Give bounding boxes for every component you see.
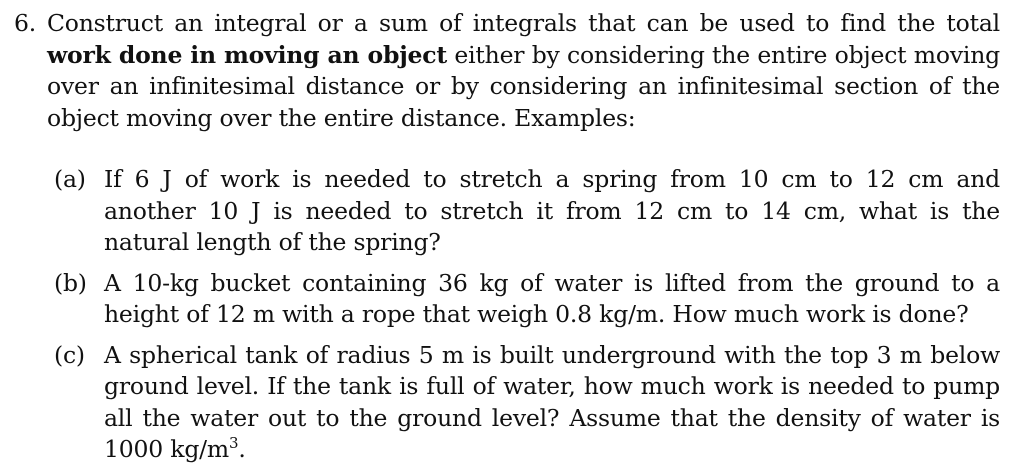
examples-list — [54, 164, 1000, 466]
example-b-text: A 10-kg bucket containing 36 kg of water is lifted from the ground to a height of 12 m with a rope that weigh 0.8 kg/m. How much work is done? — [104, 268, 1000, 328]
cubic-superscript: 3 — [228, 434, 239, 453]
problem-number: 6. — [14, 9, 37, 37]
problem-text — [47, 8, 1000, 134]
example-c-label: (c) — [54, 340, 85, 369]
problem-6 — [14, 8, 1000, 475]
example-c — [54, 340, 1000, 466]
example-a-label: (a) — [54, 165, 86, 193]
example-a-text: If 6 J of work is needed to stretch a spring from 10 cm to 12 cm and another 10 J is needed to stretch it from 12 cm to 14 cm, what is the natural length of the spring? — [104, 165, 1000, 256]
example-b — [54, 268, 1000, 331]
example-b-label: (b) — [54, 268, 87, 297]
example-c-suffix: . — [238, 435, 246, 463]
example-a — [54, 164, 1000, 259]
intro-after: either by considering the entire object moving over an infinitesimal distance or by considering an infinitesimal section of the object moving over the entire distance. Examples: — [47, 40, 1000, 132]
work-emphasis: work done in moving an object — [47, 40, 448, 69]
problem-statement — [14, 8, 1000, 134]
example-c-text: A spherical tank of radius 5 m is built underground with the top 3 m below ground level. If the tank is full of water, how much work is needed to pump all the water out to the ground level? Assume that the density of water is 1000 kg/m — [104, 340, 1000, 463]
example-c-content — [104, 340, 1000, 466]
intro-before: Construct an integral or a sum of integrals that can be used to find the total — [47, 9, 1000, 37]
